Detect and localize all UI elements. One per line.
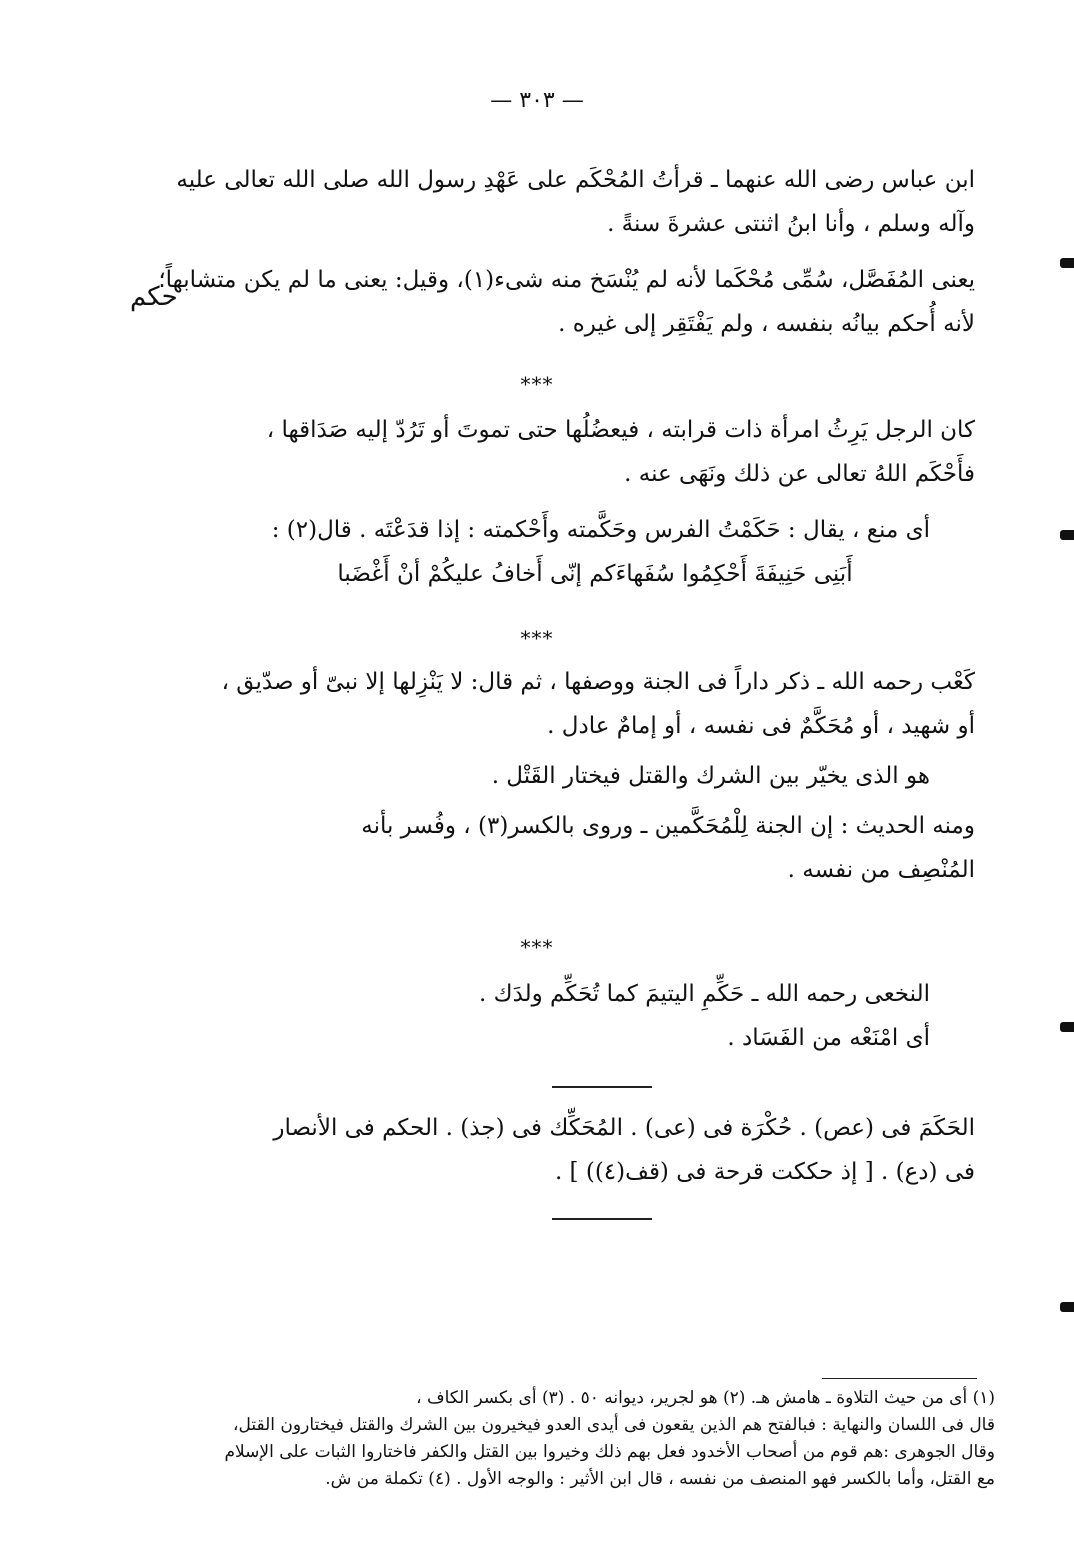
explanation-line: أى منع ، يقال : حَكَمْتُ الفرس وحَكَّمته وأَحْكمته : إذا قدَعْتَه . قال(٢) : xyxy=(271,517,930,543)
footnote-line: مع القتل، وأما بالكسر فهو المنصف من نفسه ، قال ابن الأثير : والوجه الأول . (٤) تكملة من ش. xyxy=(325,1469,995,1489)
cross-ref-line: فى (دع) . [ إذ حككت قرحة فى (قف(٤)) ] . xyxy=(554,1159,975,1185)
margin-note: حكم xyxy=(130,282,178,312)
entry-4 xyxy=(215,972,975,1060)
section-separator: *** xyxy=(520,372,554,396)
scan-edge-marker xyxy=(1060,1022,1074,1032)
entry-3 xyxy=(215,660,975,892)
entry-text-line: كَعْب رحمه الله ـ ذكر داراً فى الجنة ووصفها ، ثم قال: لا يَنْزِلها إلا نبىّ أو صدّيق ، xyxy=(221,669,975,695)
explanation-line: أى امْنَعْه من الفَسَاد . xyxy=(727,1025,930,1051)
entry-1 xyxy=(158,158,975,346)
entry-text-line: ابن عباس رضى الله عنهما ـ قرأتُ المُحْكَم على عَهْدِ رسول الله صلى الله تعالى عليه xyxy=(176,167,975,193)
explanation-line: لأنه أُحكم بيانُه بنفسه ، ولم يَفْتَقِر إلى غيره . xyxy=(558,311,975,337)
scan-edge-marker xyxy=(1060,530,1074,540)
section-separator: *** xyxy=(520,626,554,650)
verse-line: أَبَنِى حَنِيفَةَ أَحْكِمُوا سُفَهاءَكم إنّى أَخافُ عليكُمْ أنْ أَغْضَبا xyxy=(337,561,853,587)
footnote-line: وقال الجوهرى :هم قوم من أصحاب الأخدود فعل بهم ذلك وخيروا بين القتل والكفر فاختاروا الثبات على الإسلام xyxy=(224,1442,995,1462)
entry-text-line: النخعى رحمه الله ـ حَكِّمِ اليتيمَ كما تُحَكِّم ولدَك . xyxy=(478,981,930,1007)
explanation-line: ومنه الحديث : إن الجنة لِلْمُحَكَّمين ـ وروى بالكسر(٣) ، وفُسر بأنه xyxy=(361,813,975,839)
entry-text-line: وآله وسلم ، وأنا ابنُ اثنتى عشرةَ سنةً . xyxy=(607,211,975,237)
scan-edge-marker xyxy=(1060,258,1074,268)
divider xyxy=(552,1218,652,1220)
footnote-line: (١) أى من حيث التلاوة ـ هامش هـ. (٢) هو لجرير، ديوانه ٥٠ . (٣) أى بكسر الكاف ، xyxy=(416,1388,995,1408)
entry-text-line: كان الرجل يَرِثُ امرأة ذات قرابته ، فيعضُلُها حتى تموتَ أو تَرُدّ إليه صَدَاقها ، xyxy=(266,417,975,443)
explanation-line: المُنْصِف من نفسه . xyxy=(787,857,975,883)
cross-ref-line: الحَكَمَ فى (عص) . حُكْرَة فى (عى) . المُحَكِّك فى (جذ) . الحكم فى الأنصار xyxy=(273,1115,975,1141)
page-number: — ٣٠٣ — xyxy=(490,88,584,113)
explanation-line: يعنى المُفَصَّل، سُمِّى مُحْكَما لأنه لم يُنْسَخ منه شىء(١)، وقيل: يعنى ما لم يكن متشابهاً؛ xyxy=(158,267,975,293)
scan-edge-marker xyxy=(1060,1302,1074,1312)
entry-2 xyxy=(215,408,975,596)
entry-text-line: فأَحْكَم اللهُ تعالى عن ذلك ونَهَى عنه . xyxy=(624,461,975,487)
footnotes xyxy=(224,1385,995,1493)
footnote-rule xyxy=(822,1378,977,1379)
entry-text-line: أو شهيد ، أو مُحَكَّمٌ فى نفسه ، أو إمامٌ عادل . xyxy=(547,713,975,739)
section-separator: *** xyxy=(520,935,554,959)
footnote-line: قال فى اللسان والنهاية : فبالفتح هم الذين يقعون فى أيدى العدو فيخيرون بين الشرك والقتل فيختارون القتل، xyxy=(233,1415,995,1435)
divider xyxy=(552,1086,652,1088)
explanation-line: هو الذى يخيّر بين الشرك والقتل فيختار القَتْل . xyxy=(491,763,930,789)
cross-references xyxy=(215,1106,975,1194)
